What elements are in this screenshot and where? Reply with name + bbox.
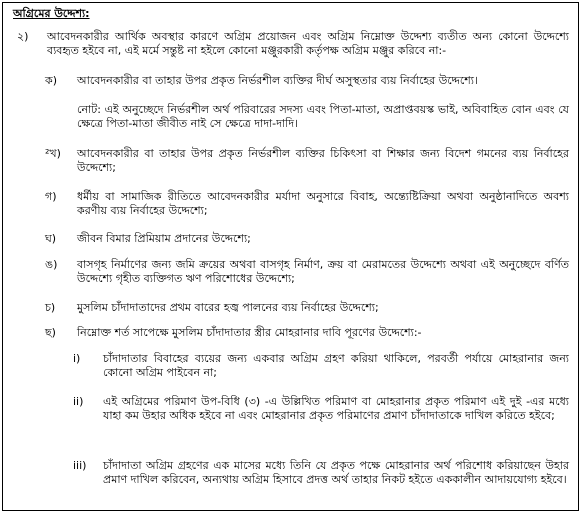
item-umo-text: বাসগৃহ নির্মাণের জন্য জমি ক্রয়ের অথবা বাসগৃহ নির্মাণ, ক্রয় বা মেরামতের উদ্দেশ্যে অথবা এই অনুচ্ছেদে বর্ণিত উদ্দেশ্যে গৃহীত ব্যক্তিগত ঋণ পরিশোধের উদ্দেশ্যে; (77, 258, 569, 285)
item-ga-marker: গ) (45, 190, 57, 203)
subitem-2-marker: ii) (73, 395, 84, 408)
intro-paragraph: আবেদনকারীর আর্থিক অবস্থার কারণে অগ্রিম প্রয়োজন এবং অগ্রিম নিম্নোক্ত উদ্দেশ্য ব্যতীত অন্য কোনো উদ্দেশ্যে ব্যবহৃত হইবে না, এই মর্মে সন্তুষ্ট না হইলে কোনো মঞ্জুরকারী কর্তৃপক্ষ অগ্রিম মঞ্জুর করিবে না:- (47, 30, 569, 57)
item-kha-text: আবেদনকারীর বা তাহার উপর প্রকৃত নির্ভরশীল ব্যক্তির চিকিৎসা বা শিক্ষার জন্য বিদেশ গমনের ব্যয় নির্বাহের উদ্দেশ্যে; (77, 147, 569, 174)
item-gha-text: জীবন বিমার প্রিমিয়াম প্রদানের উদ্দেশ্যে; (77, 232, 251, 245)
item-chha-marker: ছ) (45, 326, 56, 339)
item-gha-marker: ঘ) (45, 232, 57, 245)
document-page (2, 2, 579, 511)
item-chha-text: নিম্নোক্ত শর্ত সাপেক্ষে মুসলিম চাঁদাদাতার স্ত্রীর মোহরানার দাবি পূরণের উদ্দেশ্যে:- (77, 326, 422, 339)
subitem-2-text: এই অগ্রিমের পরিমাণ উপ-বিধি (৩) -এ উল্লিখিত পরিমাণ বা মোহরানার প্রকৃত পরিমাণ এই দুই -এর মধ্যে যাহা কম উহার অধিক হইবে না এবং মোহরানার প্রকৃত পরিমাণের প্রমাণ চাঁদাদাতাকে দাখিল করিতে হইবে; (103, 395, 569, 422)
item-ga-text: ধর্মীয় বা সামাজিক রীতিতে আবেদনকারীর মর্যাদা অনুসারে বিবাহ, অন্ত্যেষ্টিক্রিয়া অথবা অনুষ্ঠানাদিতে অবশ্য করণীয় ব্যয় নির্বাহের উদ্দেশ্যে; (77, 190, 569, 217)
subitem-3-text: চাঁদাদাতা অগ্রিম গ্রহণের এক মাসের মধ্যে তিনি যে প্রকৃত পক্ষে মোহরানার অর্থ পরিশোধ করিয়াছেন উহার প্রমাণ দাখিল করিবেন, অন্যথায় অগ্রিম হিসাবে প্রদত্ত অর্থ তাহার নিকট হইতে এককালীন আদায়যোগ্য হইবে। (103, 459, 569, 486)
subitem-3-marker: iii) (73, 459, 87, 472)
item-umo-marker: ঙ) (45, 258, 58, 271)
item-ka-marker: ক) (45, 74, 57, 87)
item-ka-text: আবেদনকারীর বা তাহার উপর প্রকৃত নির্ভরশীল ব্যক্তির দীর্ঘ অসুস্থতার ব্যয় নির্বাহের উদ্দেশ্যে। (77, 74, 478, 87)
item-cha-marker: চ) (45, 301, 56, 314)
intro-marker: ২) (17, 30, 29, 43)
subitem-1-text: চাঁদাদাতার বিবাহের ব্যয়ের জন্য একবার অগ্রিম গ্রহণ করিয়া থাকিলে, পরবর্তী পর্যায়ে মোহরানার জন্য কোনো অগ্রিম পাইবেন না; (103, 352, 569, 379)
section-title: অগ্রিমের উদ্দেশ্য: (13, 7, 90, 20)
item-cha-text: মুসলিম চাঁদাদাতাদের প্রথম বারের হজ্ব পালনের ব্যয় নির্বাহের উদ্দেশ্যে; (77, 301, 379, 314)
note-text: নোট: এই অনুচ্ছেদে নির্ভরশীল অর্থ পরিবারের সদস্য এবং পিতা-মাতা, অপ্রাপ্তবয়স্ক ভাই, অবিবাহিত বোন এবং যে ক্ষেত্রে পিতা-মাতা জীবীত নাই সে ক্ষেত্রে দাদা-দাদি। (77, 103, 569, 130)
subitem-1-marker: i) (73, 352, 81, 365)
item-kha-marker: ²খ) (45, 147, 61, 160)
